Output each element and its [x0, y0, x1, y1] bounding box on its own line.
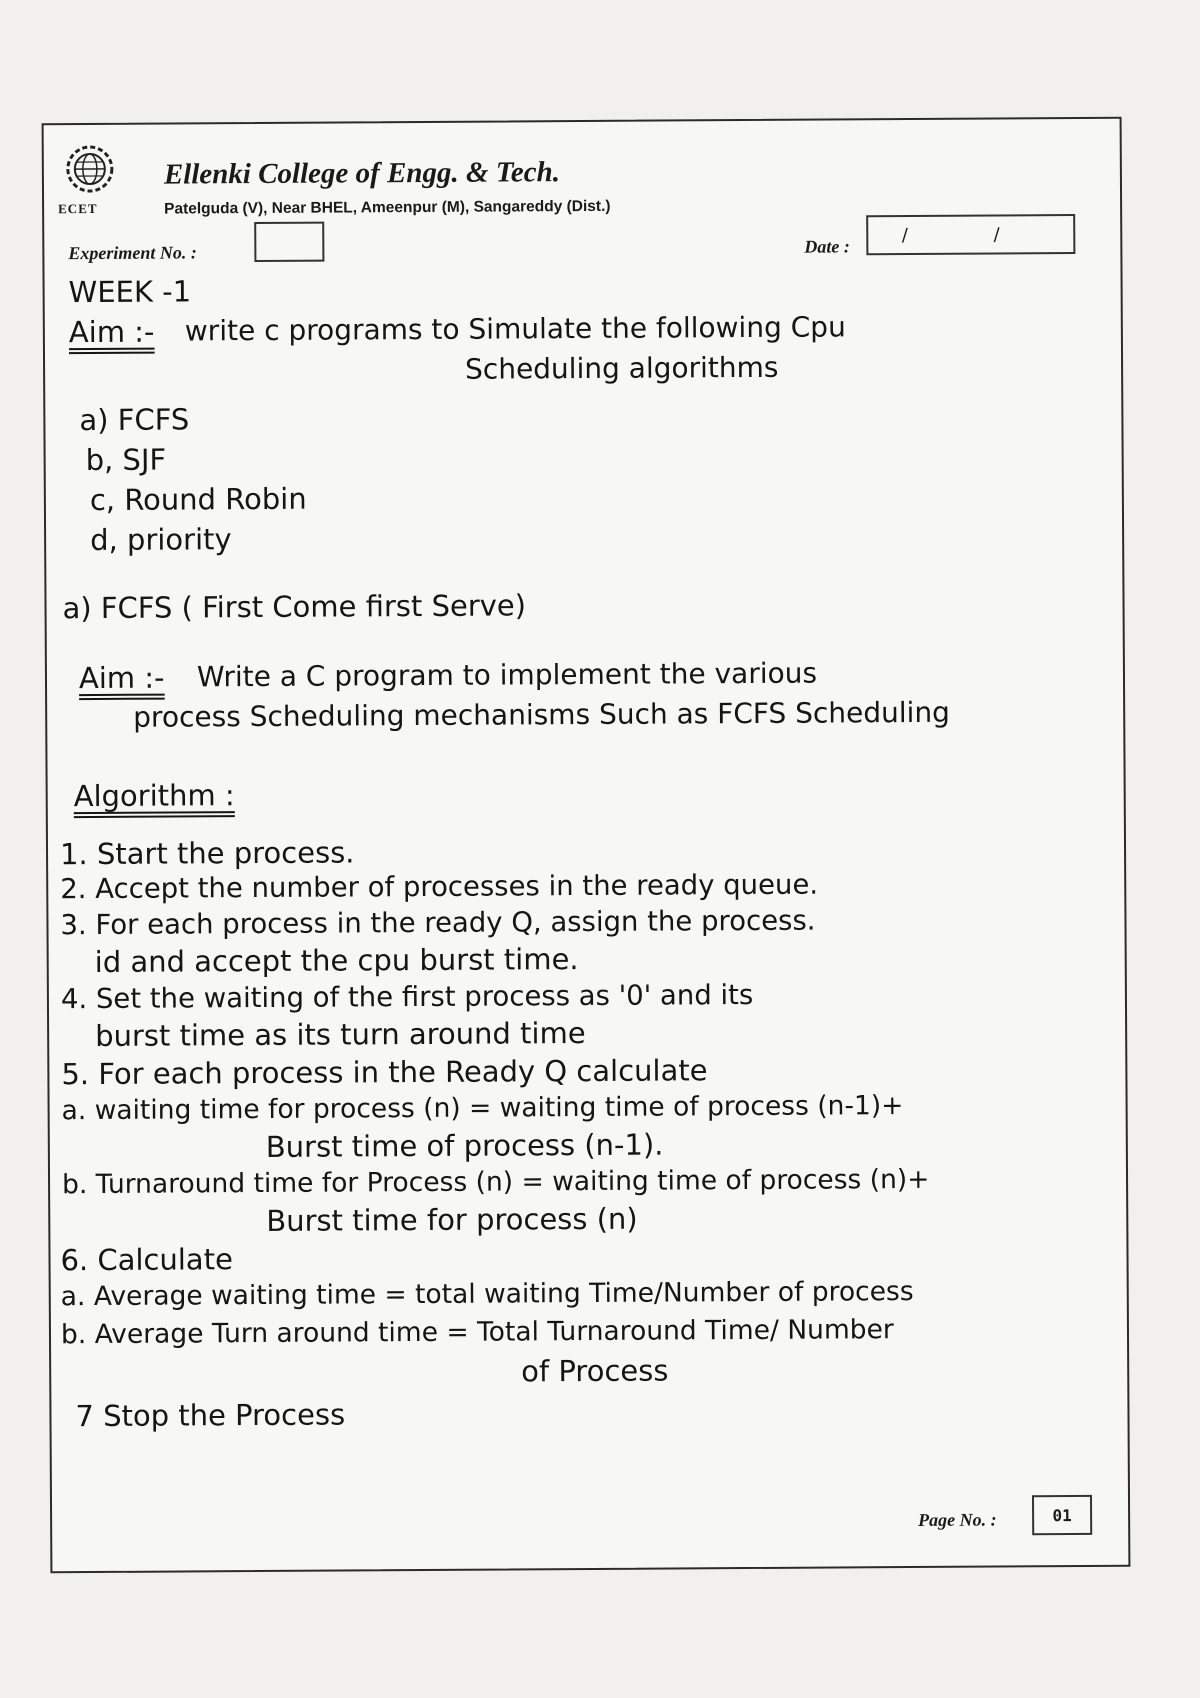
step-line: id and accept the cpu burst time.: [94, 942, 579, 980]
list-item: c, Round Robin: [89, 481, 307, 518]
date-label: Date :: [804, 236, 850, 257]
list-item: b, SJF: [85, 442, 167, 478]
section-title: a) FCFS ( First Come first Serve): [62, 588, 527, 626]
step-line: Burst time for process (n): [266, 1201, 638, 1238]
aim-label: Aim :-: [68, 314, 155, 350]
step-line: 5. For each process in the Ready Q calculate: [61, 1053, 708, 1092]
experiment-no-box: [254, 222, 324, 262]
step-line: a. Average waiting time = total waiting Time/Number of process: [60, 1276, 914, 1313]
step-line: 4. Set the waiting of the first process as '0' and its: [60, 978, 754, 1016]
step-line: b. Turnaround time for Process (n) = waiting time of process (n)+: [61, 1163, 930, 1201]
college-logo: [58, 143, 122, 223]
algorithm-title: Algorithm :: [73, 778, 235, 814]
college-address: Patelguda (V), Near BHEL, Ameenpur (M), Sangareddy (Dist.): [164, 197, 611, 218]
aim2-line-2: process Scheduling mechanisms Such as FCFS Scheduling: [133, 695, 950, 734]
logo-text: ECET: [58, 200, 98, 217]
aim2-line-1: Write a C program to implement the various: [196, 656, 818, 694]
experiment-label: Experiment No. :: [68, 242, 197, 264]
page-label: Page No. :: [918, 1509, 997, 1530]
page-number: 01: [1032, 1495, 1092, 1535]
step-line: 2. Accept the number of processes in the ready queue.: [60, 868, 819, 906]
step-line: b. Average Turn around time = Total Turnaround Time/ Number: [60, 1314, 894, 1351]
aim-line-2: Scheduling algorithms: [464, 350, 779, 386]
date-box: / /: [866, 214, 1075, 255]
step-line: 1. Start the process.: [59, 835, 355, 872]
week-heading: WEEK -1: [68, 274, 192, 310]
list-item: a) FCFS: [79, 402, 190, 438]
step-line: of Process: [521, 1353, 669, 1389]
notebook-page: [42, 117, 1131, 1574]
step-line: 7 Stop the Process: [75, 1397, 346, 1434]
step-line: Burst time of process (n-1).: [265, 1127, 664, 1164]
step-line: a. waiting time for process (n) = waiting time of process (n-1)+: [61, 1090, 904, 1127]
aim-line-1: write c programs to Simulate the following Cpu: [184, 310, 846, 348]
step-line: 3. For each process in the ready Q, assign the process.: [60, 904, 816, 942]
college-name: Ellenki College of Engg. & Tech.: [163, 156, 561, 191]
globe-gear-icon: [58, 143, 122, 199]
list-item: d, priority: [90, 522, 232, 558]
step-line: 6. Calculate: [60, 1242, 233, 1278]
step-line: burst time as its turn around time: [95, 1016, 586, 1054]
aim-label: Aim :-: [78, 660, 165, 696]
